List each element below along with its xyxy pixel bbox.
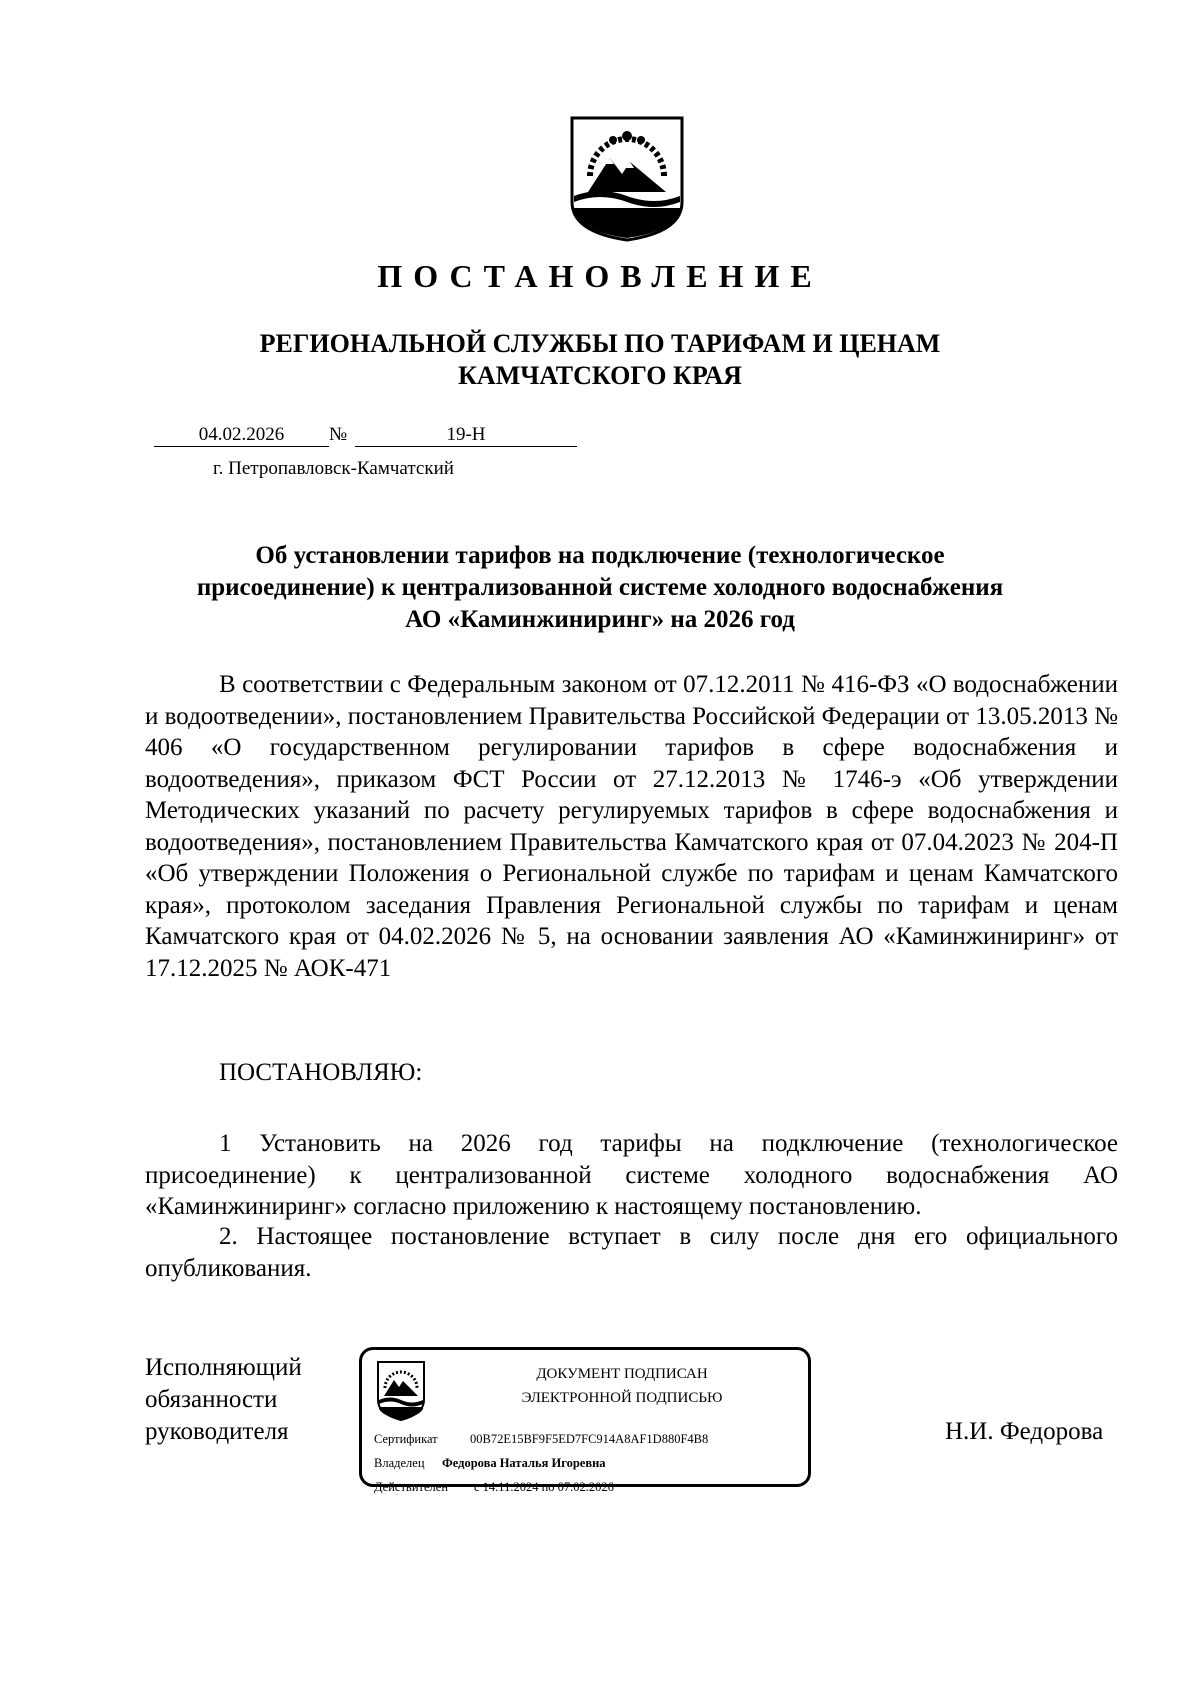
signer-title-line-3: руководителя xyxy=(145,1418,289,1445)
stamp-heading-line-2: ЭЛЕКТРОННОЙ ПОДПИСЬЮ xyxy=(521,1390,723,1406)
signer-title xyxy=(145,1352,302,1448)
signer-title-line-1: Исполняющий xyxy=(145,1354,302,1381)
certificate-label: Сертификат xyxy=(374,1432,438,1446)
document-type-title: ПОСТАНОВЛЕНИЕ xyxy=(377,258,823,294)
validity-value: с 14.11.2024 по 07.02.2026 xyxy=(474,1480,614,1494)
preamble-paragraph: В соответствии с Федеральным законом от 07.12.2011 № 416-ФЗ «О водоснабжении и водоотведении», постановлением Правительства Российской Федерации от 13.05.2013 № 406 «О государственном регулировании тарифов в сфере водоснабжения и водоотведения», приказом ФСТ России от 27.12.2013 № 1746-э «Об утверждении Методических указаний по расчету регулируемых тарифов в сфере водоснабжения и водоотведения», постановлением Правительства Камчатского края от 07.04.2023 № 204-П «Об утверждении Положения о Региональной службе по тарифам и ценам Камчатского края», протоколом заседания Правления Региональной службы по тарифам и ценам Камчатского края от 04.02.2026 № 5, на основании заявления АО «Каминжиниринг» от 17.12.2025 № АОК-471 xyxy=(145,671,1118,982)
owner-label: Владелец xyxy=(374,1456,425,1470)
owner-value: Федорова Наталья Игоревна xyxy=(442,1456,606,1470)
stamp-heading xyxy=(452,1362,792,1410)
item-2-paragraph: 2. Настоящее постановление вступает в силу после дня его официального опубликования. xyxy=(145,1223,1118,1282)
resolve-heading: ПОСТАНОВЛЯЮ: xyxy=(219,1059,423,1086)
signer-title-line-2: обязанности xyxy=(145,1386,278,1413)
certificate-value: 00B72E15BF9F5ED7FC914A8AF1D880F4B8 xyxy=(470,1432,709,1446)
document-subject xyxy=(140,540,1060,636)
stamp-owner-row xyxy=(374,1456,606,1471)
number-sign: № xyxy=(329,424,348,445)
city: г. Петропавловск-Камчатский xyxy=(213,458,454,479)
subject-line-3: АО «Каминжиниринг» на 2026 год xyxy=(405,606,795,633)
stamp-certificate-row xyxy=(374,1432,708,1447)
validity-label: Действителен xyxy=(374,1480,449,1494)
subject-line-2: присоединение) к централизованной системе холодного водоснабжения xyxy=(196,574,1004,601)
subject-line-1: Об установлении тарифов на подключение (технологическое xyxy=(255,542,945,569)
stamp-validity-row xyxy=(374,1480,614,1495)
document-number: 19-Н xyxy=(355,424,577,447)
authority-line-1: РЕГИОНАЛЬНОЙ СЛУЖБЫ ПО ТАРИФАМ И ЦЕНАМ xyxy=(259,329,941,358)
stamp-emblem-icon xyxy=(376,1360,426,1422)
stamp-heading-line-1: ДОКУМЕНТ ПОДПИСАН xyxy=(536,1366,708,1382)
electronic-signature-stamp xyxy=(359,1347,811,1494)
document-date: 04.02.2026 xyxy=(154,424,329,447)
authority-line-2: КАМЧАТСКОГО КРАЯ xyxy=(458,361,742,390)
signer-name: Н.И. Федорова xyxy=(945,1418,1104,1445)
issuing-authority xyxy=(0,328,1200,392)
item-1-paragraph: 1 Установить на 2026 год тарифы на подключение (технологическое присоединение) к централизованной системе холодного водоснабжения АО «Каминжиниринг» согласно приложению к настоящему постановлению. xyxy=(145,1130,1118,1220)
coat-of-arms-icon xyxy=(570,116,684,242)
